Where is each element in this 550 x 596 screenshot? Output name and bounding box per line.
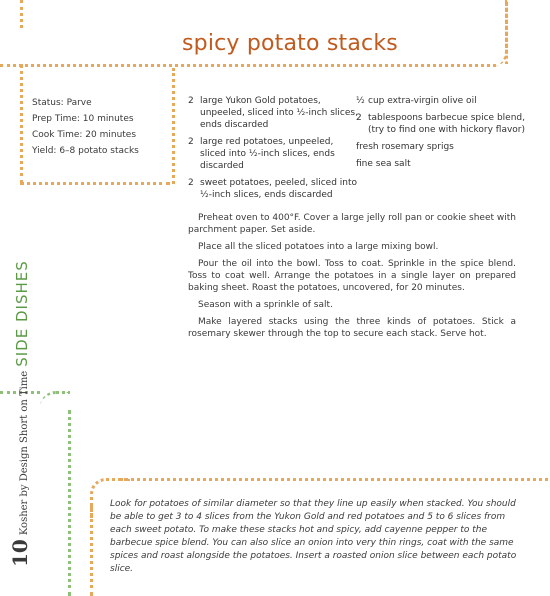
direction-step: Place all the sliced potatoes into a large mixing bowl.: [198, 242, 439, 252]
ingredient-item: [356, 112, 536, 136]
top-left-dotted-line: [20, 0, 23, 28]
page-side-label: [8, 260, 48, 567]
ingredient-text: (try to find one with hickory flavor): [368, 125, 525, 135]
ingredient-qty: 2: [356, 113, 362, 123]
sidebar-dotted-divider: [172, 68, 175, 184]
ingredient-item: [188, 136, 363, 172]
section-title: SIDE DISHES: [13, 260, 31, 367]
ingredient-text: ½-inch slices, ends discarded: [200, 190, 333, 200]
yield-text: Yield: 6–8 potato stacks: [32, 146, 139, 156]
recipe-meta: [32, 95, 139, 159]
ingredient-text: fine sea salt: [356, 159, 411, 169]
direction-step: Make layered stacks using the three kinds of potatoes. Stick a rosemary skewer through the top to secure each stack. Serve hot.: [188, 317, 516, 339]
recipe-directions: [188, 212, 516, 345]
direction-step: Pour the oil into the bowl. Toss to coat. Sprinkle in the spice blend. Toss to coat well. Arrange the potatoes in a single layer on prepared baking sheet. Roast the potatoes, uncovered, for 20 minutes.: [188, 259, 516, 293]
sidebar-dotted-rule: [20, 182, 170, 185]
header-dotted-corner: [480, 0, 508, 67]
note-dotted-rule: [120, 478, 550, 481]
side-label-dotted-line: [68, 410, 71, 596]
direction-step: Season with a sprinkle of salt.: [198, 300, 333, 310]
ingredient-text: ends discarded: [200, 120, 269, 130]
ingredient-text: cup extra-virgin olive oil: [368, 96, 477, 106]
direction-step: Preheat oven to 400°F. Cover a large jelly roll pan or cookie sheet with parchment paper. Set aside.: [188, 213, 516, 235]
ingredient-item: [356, 141, 536, 153]
page-number: 10: [8, 539, 32, 567]
ingredient-text: sweet potatoes, peeled, sliced into: [200, 178, 358, 188]
cook-time-text: Cook Time: 20 minutes: [32, 130, 137, 140]
ingredient-text: sliced into ½-inch slices, ends: [200, 149, 335, 159]
ingredients-list-right: [356, 95, 536, 175]
ingredient-item: [188, 177, 363, 201]
ingredient-item: [356, 158, 536, 170]
ingredient-text: tablespoons barbecue spice blend,: [368, 113, 525, 123]
prep-time-text: Prep Time: 10 minutes: [32, 114, 134, 124]
note-dotted-line: [90, 506, 93, 596]
recipe-title: spicy potato stacks: [182, 31, 398, 56]
ingredient-text: large red potatoes, unpeeled,: [200, 137, 334, 147]
ingredient-text: discarded: [200, 161, 244, 171]
book-title: Kosher by Design Short on Time: [19, 370, 30, 536]
ingredient-qty: 2: [188, 178, 194, 188]
ingredient-qty: ½: [356, 96, 365, 106]
ingredient-item: [356, 95, 536, 107]
header-dotted-rule: [0, 64, 496, 67]
ingredient-text: large Yukon Gold potatoes,: [200, 96, 321, 106]
recipe-tip-note: Look for potatoes of similar diameter so that they line up easily when stacked. You should be able to get 3 to 4 slices from the Yukon Gold and red potatoes and 5 to 6 slices from each sweet potato. To make these stacks hot and spicy, add cayenne pepper to the barbecue spice blend. You can also slice an onion into very thin rings, coat with the same spices and roast alongside the potatoes. Insert a roasted onion slice between each potato slice.: [110, 499, 517, 574]
ingredients-list-left: [188, 95, 363, 206]
status-text: Status: Parve: [32, 98, 92, 108]
ingredient-text: fresh rosemary sprigs: [356, 142, 454, 152]
ingredient-qty: 2: [188, 137, 194, 147]
ingredient-qty: 2: [188, 96, 194, 106]
ingredient-item: [188, 95, 363, 131]
ingredient-text: unpeeled, sliced into ½-inch slices,: [200, 108, 358, 118]
left-dotted-line: [20, 64, 23, 184]
